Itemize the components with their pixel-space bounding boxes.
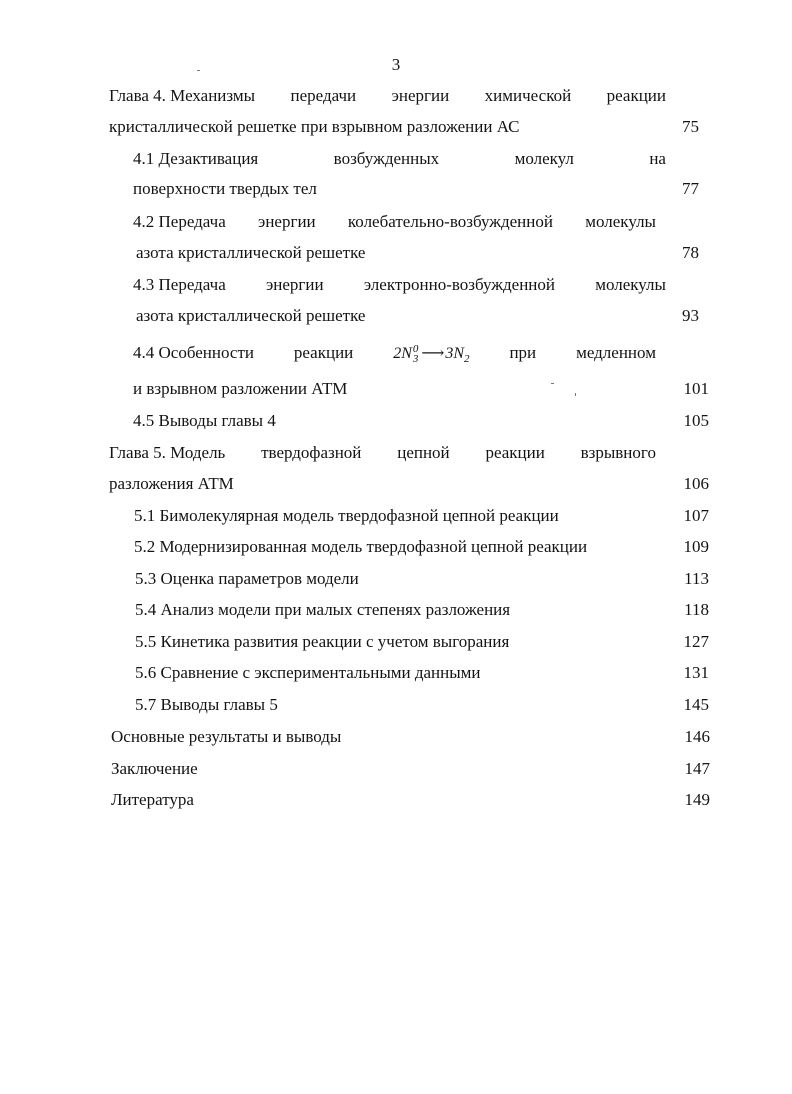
toc-page-number: 145 — [683, 695, 709, 714]
toc-word: Глава 4. Механизмы — [109, 86, 256, 105]
page-number: 3 — [391, 55, 401, 74]
toc-page-number: 77 — [682, 179, 699, 198]
toc-word: возбужденных — [333, 149, 440, 168]
toc-entry-title: 4.5 Выводы главы 4 — [133, 411, 276, 430]
toc-entry-title-line1 — [133, 210, 656, 234]
toc-entry-title-line1 — [133, 147, 666, 171]
toc-entry-title: 5.2 Модернизированная модель твердофазной цепной реакции — [134, 537, 588, 556]
toc-word: энергии — [265, 275, 324, 294]
toc-page-number: 149 — [684, 790, 710, 809]
scan-speck — [575, 393, 576, 396]
toc-page-number: 101 — [683, 379, 709, 398]
toc-entry-title: 5.4 Анализ модели при малых степенях разложения — [135, 600, 511, 619]
toc-page-number: 127 — [683, 632, 709, 651]
toc-word: реакции — [293, 343, 354, 362]
toc-entry-title: 5.7 Выводы главы 5 — [135, 695, 278, 714]
toc-entry-title-line1 — [109, 441, 656, 465]
toc-entry-title: Литература — [111, 790, 194, 809]
toc-word: химической — [484, 86, 572, 105]
toc-entry-title-line2: азота кристаллической решетке — [136, 306, 366, 325]
formula-right-sub: 2 — [464, 353, 470, 366]
toc-word: передачи — [290, 86, 357, 105]
toc-word: 4.2 Передача — [133, 212, 226, 231]
toc-word: 4.4 Особенности — [133, 343, 254, 362]
toc-entry-title-line2: и взрывном разложении АТМ — [133, 379, 348, 398]
toc-entry-title-line2: разложения АТМ — [109, 474, 234, 493]
toc-page-number: 131 — [683, 663, 709, 682]
toc-word: на — [649, 149, 666, 168]
toc-entry-title-line1 — [109, 84, 666, 108]
toc-word: реакции — [606, 86, 666, 105]
formula-left-sup: 0 — [412, 343, 419, 356]
toc-entry-title-line2: азота кристаллической решетке — [136, 243, 366, 262]
toc-word: 4.1 Дезактивация — [133, 149, 259, 168]
formula-left-sub: 3 — [412, 353, 419, 366]
toc-page-number: 93 — [682, 306, 699, 325]
toc-page-number: 106 — [683, 474, 709, 493]
toc-page-number: 78 — [682, 243, 699, 262]
formula-right-symbol: N — [453, 345, 464, 362]
toc-entry-title: Заключение — [111, 759, 198, 778]
toc-page-number: 146 — [684, 727, 710, 746]
toc-page-number: 75 — [682, 117, 699, 136]
formula-left-coef: 2 — [393, 345, 402, 362]
formula-left-symbol: N — [401, 345, 412, 362]
toc-page-number: 113 — [684, 569, 709, 588]
toc-entry-title-line2: поверхности твердых тел — [133, 179, 317, 198]
toc-page-number: 107 — [683, 506, 709, 525]
toc-word: колебательно-возбужденной — [347, 212, 553, 231]
toc-word: твердофазной — [261, 443, 362, 462]
toc-word: молекул — [514, 149, 574, 168]
toc-page-number: 118 — [684, 600, 709, 619]
toc-entry-title: 5.5 Кинетика развития реакции с учетом выгорания — [135, 632, 510, 651]
toc-word: цепной — [397, 443, 450, 462]
toc-entry-title: 5.3 Оценка параметров модели — [135, 569, 359, 588]
toc-word: при — [509, 343, 537, 362]
toc-word: энергии — [391, 86, 450, 105]
reaction-formula — [393, 342, 469, 371]
toc-page-number: 147 — [684, 759, 710, 778]
scan-speck — [197, 70, 200, 71]
toc-word: электронно-возбужденной — [363, 275, 555, 294]
toc-word: медленном — [576, 343, 656, 362]
toc-entry-title-line1 — [133, 341, 656, 365]
scan-speck — [551, 383, 554, 384]
toc-word: энергии — [258, 212, 316, 231]
toc-word: взрывного — [580, 443, 656, 462]
toc-word: Глава 5. Модель — [109, 443, 226, 462]
formula-left-indices — [413, 344, 419, 364]
toc-entry-title-line2: кристаллической решетке при взрывном разложении АС — [109, 117, 520, 136]
toc-entry-title: Основные результаты и выводы — [111, 727, 342, 746]
toc-word: молекулы — [585, 212, 656, 231]
toc-entry-title-line1 — [133, 273, 666, 297]
toc-page-number: 105 — [683, 411, 709, 430]
reaction-arrow-icon: ⟶ — [421, 345, 443, 362]
toc-page-number: 109 — [683, 537, 709, 556]
toc-word: молекулы — [595, 275, 666, 294]
toc-entry-title: 5.1 Бимолекулярная модель твердофазной цепной реакции — [134, 506, 559, 525]
toc-entry-title: 5.6 Сравнение с экспериментальными данными — [135, 663, 481, 682]
toc-word: реакции — [485, 443, 545, 462]
formula-right-coef: 3 — [445, 345, 454, 362]
toc-word: 4.3 Передача — [133, 275, 226, 294]
